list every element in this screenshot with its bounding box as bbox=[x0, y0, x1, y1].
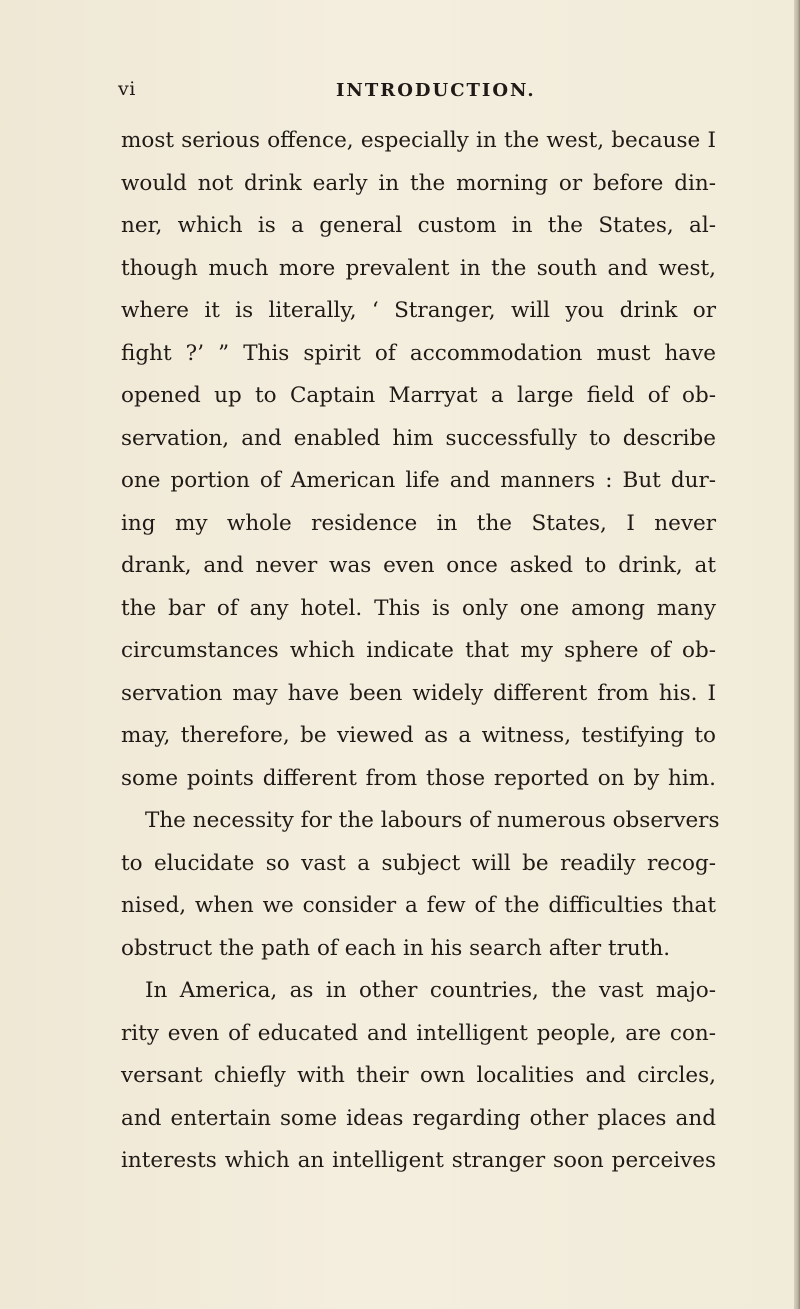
text-line: obstruct the path of each in his search after truth. bbox=[121, 935, 671, 961]
text-line: fight ?’ ” This spirit of accommodation must have bbox=[121, 340, 716, 366]
text-line: may, therefore, be viewed as a witness, testifying to bbox=[121, 723, 716, 748]
text-line: opened up to Captain Marryat a large field of ob- bbox=[121, 383, 716, 408]
text-line: servation may have been widely different from his. I bbox=[121, 680, 716, 706]
text-line: and entertain some ideas regarding other places and bbox=[121, 1105, 716, 1131]
page-header bbox=[118, 78, 678, 108]
text-line: The necessity for the labours of numerous observers bbox=[145, 808, 720, 833]
text-line: some points different from those reported on by him. bbox=[121, 765, 716, 791]
text-line: ing my whole residence in the States, I never bbox=[121, 510, 716, 536]
text-line: most serious offence, especially in the west, because I bbox=[121, 128, 716, 153]
text-line: ner, which is a general custom in the States, al- bbox=[121, 213, 716, 238]
text-line: the bar of any hotel. This is only one among many bbox=[121, 595, 716, 621]
page-number: vi bbox=[118, 78, 136, 100]
text-line: would not drink early in the morning or before din- bbox=[121, 170, 716, 196]
text-line: though much more prevalent in the south and west, bbox=[121, 255, 716, 281]
text-line: versant chiefly with their own localities and circles, bbox=[121, 1063, 716, 1088]
body-text bbox=[121, 120, 720, 1183]
text-line: where it is literally, ‘ Stranger, will you drink or bbox=[121, 298, 716, 323]
text-line: servation, and enabled him successfully to describe bbox=[121, 425, 716, 451]
text-line: interests which an intelligent stranger soon perceives bbox=[121, 1148, 716, 1173]
text-line: circumstances which indicate that my sphere of ob- bbox=[121, 638, 716, 663]
text-line: In America, as in other countries, the vast majo- bbox=[145, 978, 716, 1003]
running-head: INTRODUCTION. bbox=[336, 80, 536, 101]
text-line: one portion of American life and manners : But dur- bbox=[121, 468, 716, 493]
page-edge bbox=[794, 0, 800, 1309]
text-line: drank, and never was even once asked to drink, at bbox=[121, 553, 716, 578]
text-line: rity even of educated and intelligent people, are con- bbox=[121, 1020, 716, 1046]
text-line: nised, when we consider a few of the difficulties that bbox=[121, 893, 716, 918]
text-line: to elucidate so vast a subject will be readily recog- bbox=[121, 850, 716, 876]
